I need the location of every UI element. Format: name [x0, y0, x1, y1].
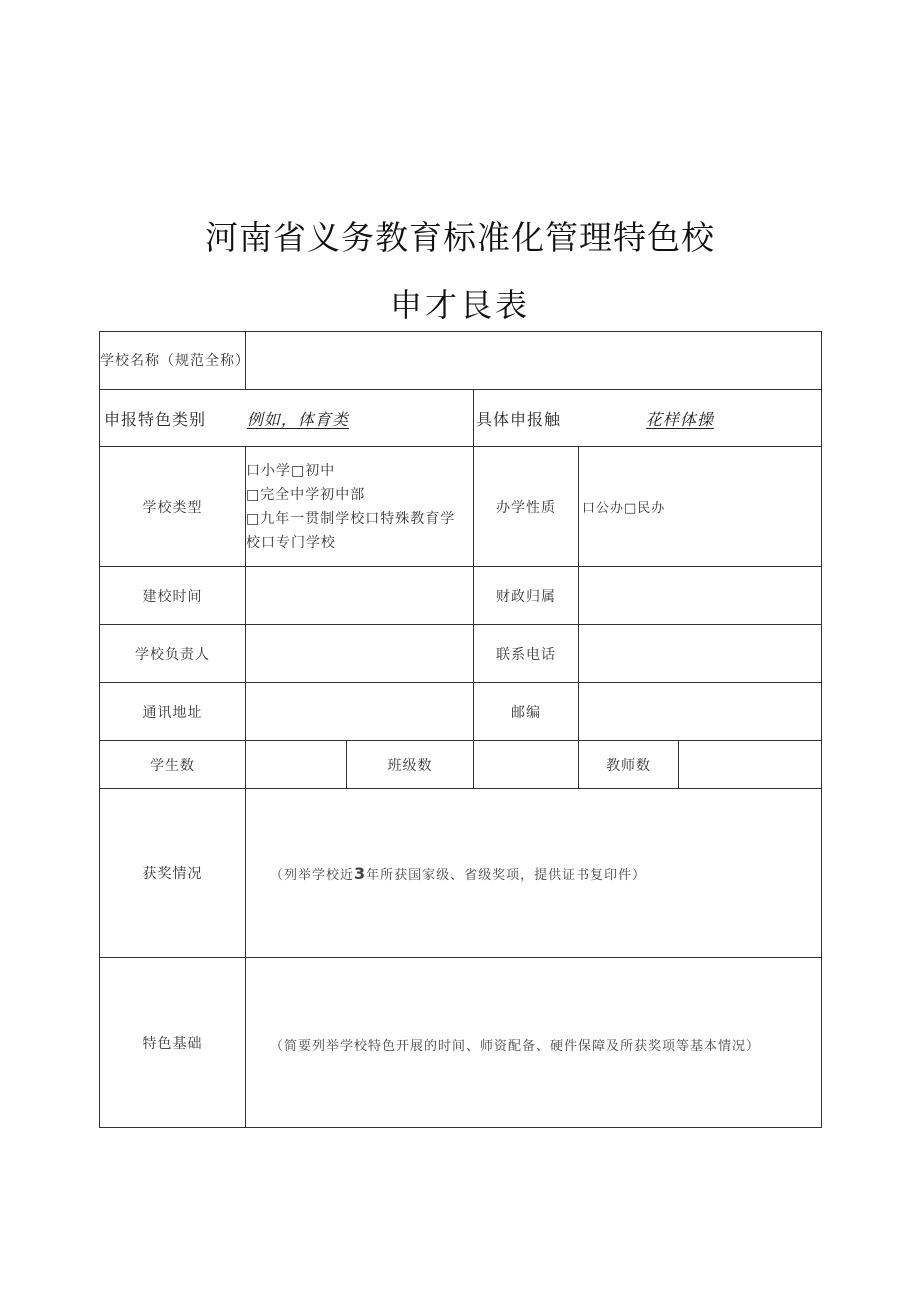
row-category: [100, 390, 822, 447]
row-founded: [100, 567, 822, 625]
address-label: 通讯地址: [100, 683, 246, 741]
awards-hint-post: 年所获国家级、省级奖项，提供证书复印件）: [366, 868, 647, 883]
row-school-name: [100, 332, 822, 390]
row-counts: [100, 741, 822, 789]
row-address: [100, 683, 822, 741]
category-label: 申报特色类别: [104, 409, 207, 429]
postcode-field[interactable]: [579, 683, 822, 741]
school-type-line-1[interactable]: 口小学□初中: [246, 462, 336, 479]
application-form-table: [99, 331, 822, 1128]
awards-label: 获奖情况: [100, 789, 246, 958]
form-title-line1: 河南省义务教育标准化管理特色校: [205, 218, 715, 257]
address-field[interactable]: [246, 683, 474, 741]
school-type-options[interactable]: [246, 447, 474, 567]
row-basis: [100, 958, 822, 1128]
row-awards: [100, 789, 822, 958]
category-cell: [100, 390, 474, 447]
principal-label: 学校负责人: [100, 625, 246, 683]
awards-hint-number: 3: [354, 864, 367, 883]
awards-hint: [246, 863, 821, 883]
awards-field[interactable]: [246, 789, 822, 958]
specific-category-value[interactable]: 花样体操: [645, 409, 714, 429]
category-value[interactable]: 例如，体育类: [246, 409, 349, 429]
phone-label: 联系电话: [474, 625, 579, 683]
school-type-line-4[interactable]: 校口专门学校: [246, 534, 336, 551]
row-principal: [100, 625, 822, 683]
row-school-type: [100, 447, 822, 567]
principal-field[interactable]: [246, 625, 474, 683]
basis-field[interactable]: [246, 958, 822, 1128]
founded-field[interactable]: [246, 567, 474, 625]
classes-label: 班级数: [347, 741, 474, 789]
nature-label: 办学性质: [474, 447, 579, 567]
awards-hint-pre: （列举学校近: [270, 868, 355, 883]
finance-field[interactable]: [579, 567, 822, 625]
school-name-field[interactable]: [246, 332, 822, 390]
nature-options[interactable]: 口公办□民办: [579, 447, 822, 567]
teachers-label: 教师数: [579, 741, 679, 789]
finance-label: 财政归属: [474, 567, 579, 625]
school-name-label: 学校名称（规范全称）: [100, 332, 246, 390]
phone-field[interactable]: [579, 625, 822, 683]
students-label: 学生数: [100, 741, 246, 789]
basis-hint: （简要列举学校特色开展的时间、师资配备、硬件保障及所获奖项等基本情况）: [270, 1038, 761, 1054]
postcode-label: 邮编: [474, 683, 579, 741]
students-field[interactable]: [246, 741, 347, 789]
teachers-field[interactable]: [679, 741, 822, 789]
basis-label: 特色基础: [100, 958, 246, 1128]
specific-category-label: 具体申报触: [476, 409, 562, 429]
school-type-line-3[interactable]: □九年一贯制学校口特殊教育学: [246, 510, 456, 527]
form-title-line2: 申才艮表: [389, 286, 530, 324]
school-type-label: 学校类型: [100, 447, 246, 567]
founded-label: 建校时间: [100, 567, 246, 625]
classes-field[interactable]: [474, 741, 579, 789]
school-type-line-2[interactable]: □完全中学初中部: [246, 486, 366, 503]
specific-category-cell: [474, 390, 822, 447]
